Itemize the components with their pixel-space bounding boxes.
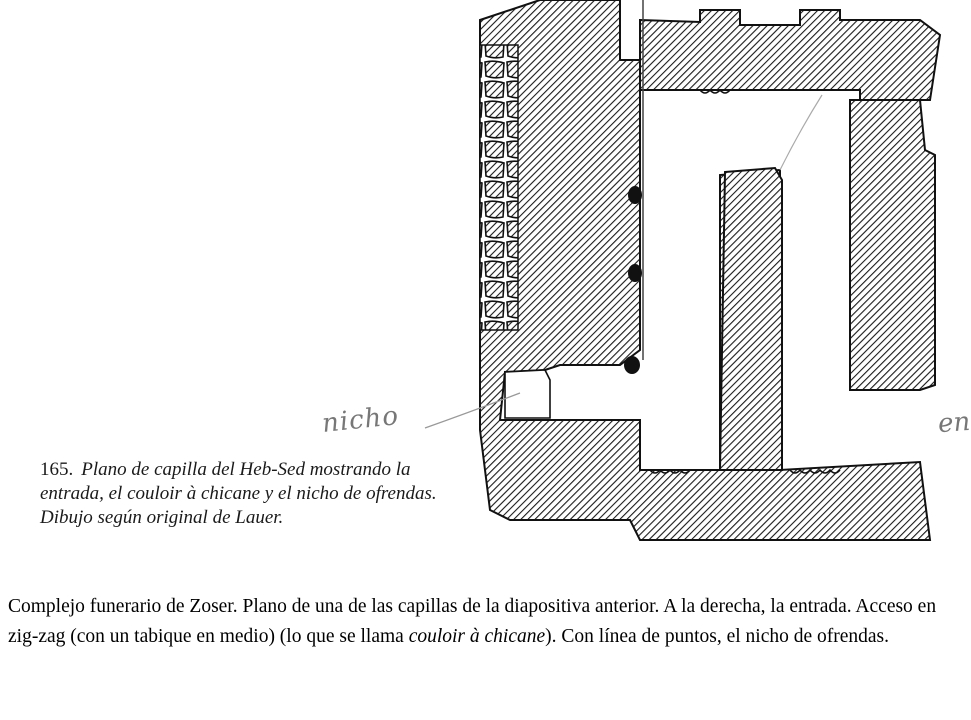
description-italic-term: couloir à chicane	[408, 626, 546, 647]
east-pillar	[850, 100, 935, 390]
post-hole	[624, 356, 640, 374]
pillar-pointer-line	[780, 95, 822, 170]
description-part-2: ). Con línea de puntos, el nicho de ofrendas.	[545, 626, 890, 647]
rubble-facing	[480, 45, 518, 330]
post-hole	[628, 186, 642, 204]
caption-number: 165.	[40, 459, 74, 480]
north-wall	[640, 10, 940, 100]
central-partition	[720, 168, 782, 470]
description-part-1: Complejo funerario de Zoser. Plano de una de las capillas de la diapositiva anterior. A la derecha, la entrada. Acceso en zig-zag (con un tabique en medio) (lo que se llama	[8, 596, 937, 647]
caption-text: Plano de capilla del Heb-Sed mostrando la entrada, el couloir à chicane y el nicho de ofrendas. Dibujo según original de Lauer.	[40, 459, 437, 528]
slide-description	[8, 592, 953, 652]
handwritten-nicho-label: nicho	[320, 401, 401, 439]
entrance-corridor	[505, 370, 550, 418]
handwritten-right-label: en	[936, 406, 971, 440]
post-hole	[628, 264, 642, 282]
figure-caption	[40, 458, 460, 530]
